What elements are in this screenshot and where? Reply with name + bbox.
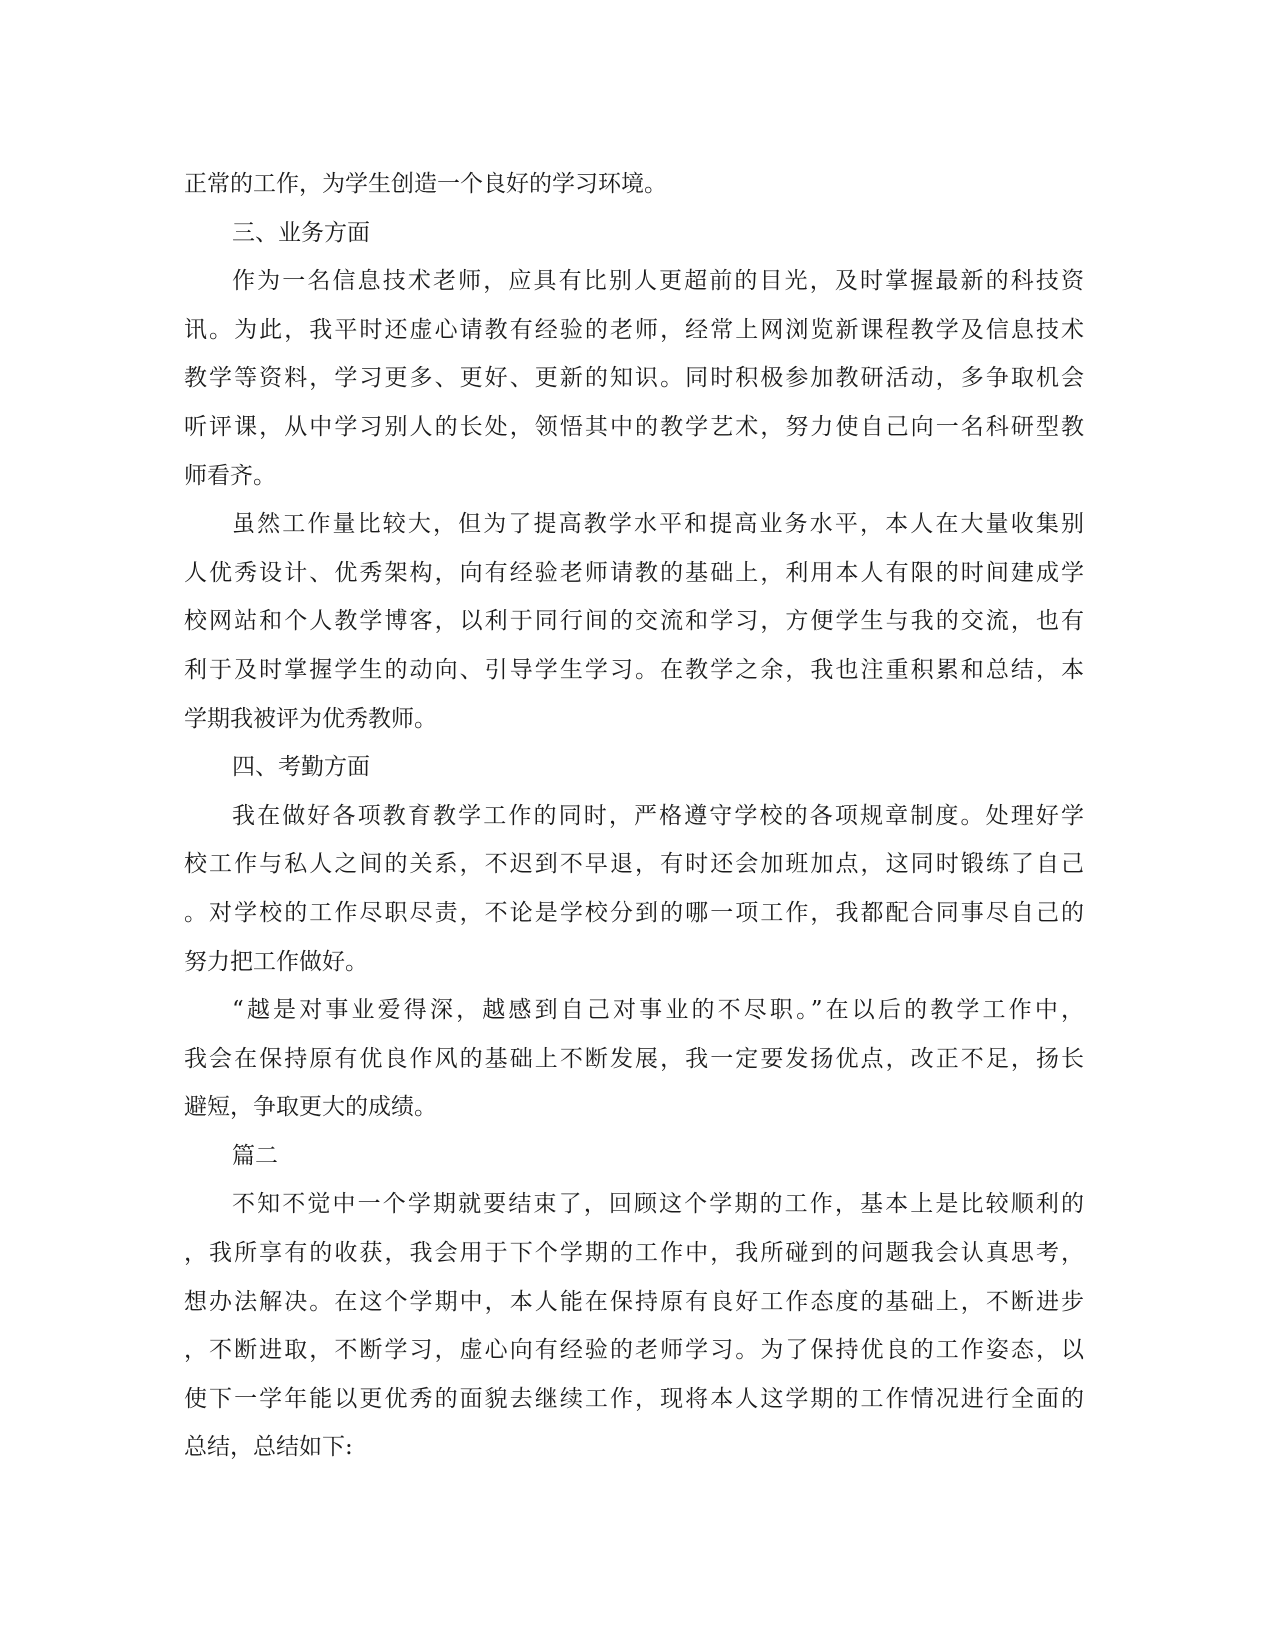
text-line: 努力把工作做好。	[184, 948, 368, 975]
text-line: 。对学校的工作尽职尽责，不论是学校分到的哪一项工作，我都配合同事尽自己的	[184, 899, 1084, 926]
text-line: 三、业务方面	[232, 219, 370, 246]
text-line: 作为一名信息技术老师，应具有比别人更超前的目光，及时掌握最新的科技资	[232, 268, 1084, 295]
text-line: 想办法解决。在这个学期中，本人能在保持原有良好工作态度的基础上，不断进步	[184, 1288, 1084, 1315]
text-line: 虽然工作量比较大，但为了提高教学水平和提高业务水平，本人在大量收集别	[232, 511, 1084, 538]
text-line: 校工作与私人之间的关系，不迟到不早退，有时还会加班加点，这同时锻练了自己	[184, 851, 1084, 878]
text-line: 校网站和个人教学博客，以利于同行间的交流和学习，方便学生与我的交流，也有	[184, 608, 1084, 635]
text-line: 正常的工作，为学生创造一个良好的学习环境。	[184, 171, 667, 197]
text-line: 听评课，从中学习别人的长处，领悟其中的教学艺术，努力使自己向一名科研型教	[184, 413, 1084, 440]
text-line: 使下一学年能以更优秀的面貌去继续工作，现将本人这学期的工作情况进行全面的	[184, 1385, 1084, 1412]
text-line: ，我所享有的收获，我会用于下个学期的工作中，我所碰到的问题我会认真思考，	[184, 1240, 1084, 1267]
document-body	[184, 160, 1084, 1472]
text-line: ，不断进取，不断学习，虚心向有经验的老师学习。为了保持优良的工作姿态，以	[184, 1337, 1084, 1364]
text-line: 教学等资料，学习更多、更好、更新的知识。同时积极参加教研活动，多争取机会	[184, 365, 1084, 392]
text-line: 利于及时掌握学生的动向、引导学生学习。在教学之余，我也注重积累和总结，本	[184, 656, 1084, 683]
text-line: 四、考勤方面	[232, 754, 370, 781]
text-line: 人优秀设计、优秀架构，向有经验老师请教的基础上，利用本人有限的时间建成学	[184, 559, 1084, 586]
text-line: 学期我被评为优秀教师。	[184, 705, 437, 732]
text-line: 讯。为此，我平时还虚心请教有经验的老师，经常上网浏览新课程教学及信息技术	[184, 316, 1084, 343]
text-line: 总结，总结如下:	[184, 1434, 353, 1461]
text-line: “越是对事业爱得深，越感到自己对事业的不尽职。”在以后的教学工作中，	[232, 997, 1084, 1024]
text-line: 师看齐。	[184, 462, 276, 489]
text-line: 避短，争取更大的成绩。	[184, 1094, 437, 1121]
text-line: 我在做好各项教育教学工作的同时，严格遵守学校的各项规章制度。处理好学	[232, 802, 1084, 829]
text-line: 不知不觉中一个学期就要结束了，回顾这个学期的工作，基本上是比较顺利的	[232, 1191, 1084, 1218]
text-line: 篇二	[232, 1142, 278, 1169]
text-line: 我会在保持原有优良作风的基础上不断发展，我一定要发扬优点，改正不足，扬长	[184, 1045, 1084, 1072]
